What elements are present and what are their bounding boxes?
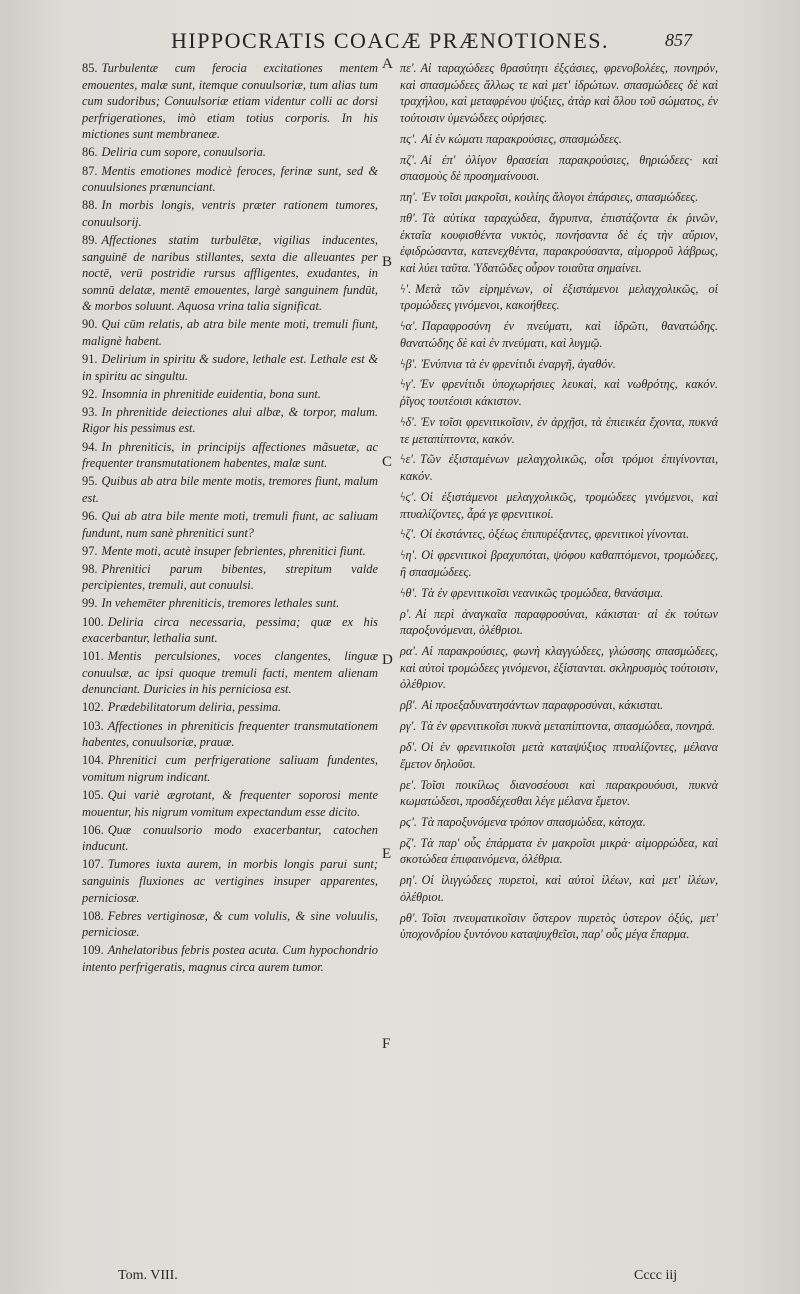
aphorism-number: ϟα'. xyxy=(400,319,418,334)
aphorism-text: Τὰ παρ' οὖς ἐπάρματα ἐν μακροῖσι μικρὰ· αἱμορρώδεα, καὶ σκοτώδεα ἐπιφαινόμενα, ὀλέθρια. xyxy=(400,835,718,867)
greek-aphorism xyxy=(400,835,718,868)
aphorism-text: Μετὰ τῶν εἰρημένων, οἱ ἐξιστάμενοι μελαγχολικῶς, οἱ τρομώδεες γινόμενοι, κακοήθεες. xyxy=(400,281,718,313)
aphorism-text: Αἱ περὶ ἀναγκαῖα παραφροσύναι, κάκισται· αἱ ἐκ τούτων παροξυνόμεναι, ὀλέθριοι. xyxy=(400,606,718,638)
aphorism-number: 96. xyxy=(82,508,98,523)
aphorism-number: ργ'. xyxy=(400,719,417,734)
greek-aphorism xyxy=(400,210,718,276)
greek-aphorism xyxy=(400,489,718,522)
latin-aphorism xyxy=(82,699,378,716)
margin-letter-b: B xyxy=(382,254,393,270)
aphorism-number: ϟβ'. xyxy=(400,356,418,371)
latin-aphorism xyxy=(82,787,378,820)
aphorism-number: ρβ'. xyxy=(400,698,418,713)
aphorism-text: Mentis emotiones modicè feroces, ferinæ sunt, sed & conuulsiones prænunciant. xyxy=(82,163,378,195)
page-number: 857 xyxy=(665,30,692,50)
latin-aphorism xyxy=(82,942,378,975)
greek-aphorism xyxy=(400,872,718,905)
aphorism-number: 88. xyxy=(82,198,98,213)
aphorism-text: Deliria cum sopore, conuulsoria. xyxy=(101,145,266,160)
aphorism-text: Phrenitici parum bibentes, strepitum valde percipientes, tremuli, aut conuulsi. xyxy=(82,561,378,593)
margin-letter-d: D xyxy=(382,652,393,668)
latin-aphorism xyxy=(82,197,378,230)
aphorism-number: 90. xyxy=(82,317,98,332)
latin-column xyxy=(82,60,378,977)
aphorism-number: 108. xyxy=(82,908,104,923)
latin-aphorism xyxy=(82,351,378,384)
latin-aphorism xyxy=(82,232,378,315)
aphorism-text: Qui variè ægrotant, & frequenter soporosi mente mouentur, his nigrum vomitum expectandum esse dicito. xyxy=(82,787,378,819)
aphorism-number: 86. xyxy=(82,145,98,160)
aphorism-text: Prædebilitatorum deliria, pessima. xyxy=(107,700,282,715)
aphorism-text: In vehemēter phreniticis, tremores lethales sunt. xyxy=(101,596,340,611)
aphorism-number: ρϛ'. xyxy=(400,814,417,829)
latin-aphorism xyxy=(82,561,378,594)
aphorism-number: πε'. xyxy=(400,61,417,75)
greek-aphorism xyxy=(400,526,718,543)
aphorism-number: 92. xyxy=(82,386,98,401)
margin-letter-e: E xyxy=(382,846,392,862)
aphorism-text: Τῶν ἐξισταμένων μελαγχολικῶς, οἷσι τρόμοι ἐπιγίνονται, κακόν. xyxy=(400,452,718,484)
greek-aphorism xyxy=(400,152,718,185)
aphorism-text: Οἱ ἰλιγγώδεες πυρετοὶ, καὶ αὐτοὶ ἰλέων, καὶ μετ' ἰλέων, ὀλέθριοι. xyxy=(400,873,718,904)
aphorism-text: Αἱ παρακρούσιες, φωνὴ κλαγγώδεες, γλώσσης σπασμώδεες, καὶ αὐτοὶ τρομώδεες γινόμενοι, ἐξίστανται. σκληρυσμὸς τούτοισιν, ὀλέθριον. xyxy=(400,644,718,692)
signature-mark: Cccc iij xyxy=(634,1268,678,1283)
aphorism-text: Qui cūm relatis, ab atra bile mente moti, tremuli fiunt, malignè habent. xyxy=(82,317,378,348)
aphorism-number: ϟγ'. xyxy=(400,377,416,392)
aphorism-number: 89. xyxy=(82,232,98,247)
aphorism-number: ϟζ'. xyxy=(400,527,417,542)
aphorism-text: Τοῖσι ποικίλως διανοσέουσι καὶ παρακρουόυσι, πυκνὰ κωματώδεσι, προσδέχεσθαι λέγε μέλανα ἔμετον. xyxy=(400,777,718,809)
aphorism-text: Mente moti, acutè insuper febrientes, phrenitici fiunt. xyxy=(101,543,366,558)
latin-aphorism xyxy=(82,822,378,855)
aphorism-text: Ἐνύπνια τὰ ἐν φρενίτιδι ἐναργῆ, ἀγαθόν. xyxy=(421,356,616,371)
aphorism-text: Deliria circa necessaria, pessima; quæ ex his exacerbantur, lethalia sunt. xyxy=(82,614,378,646)
latin-aphorism xyxy=(82,718,378,751)
latin-aphorism xyxy=(82,614,378,647)
latin-aphorism xyxy=(82,856,378,906)
greek-column xyxy=(400,60,718,947)
aphorism-number: ϟη'. xyxy=(400,548,418,563)
greek-aphorism xyxy=(400,643,718,693)
aphorism-text: Ἐν φρενίτιδι ὑποχωρήσιες λευκαὶ, καὶ νωθρότης, κακόν. ῥῖγος τουτέοισι κάκιστον. xyxy=(400,377,718,409)
aphorism-number: 105. xyxy=(82,787,104,802)
aphorism-number: ρ'. xyxy=(400,606,412,621)
aphorism-number: ϟ'. xyxy=(400,281,412,296)
aphorism-number: 91. xyxy=(82,352,98,367)
aphorism-text: Οἱ φρενιτικοὶ βραχυπόται, ψόφου καθαπτόμενοι, τρομώδεες, ἢ σπασμώδεες. xyxy=(400,548,718,579)
greek-aphorism xyxy=(400,910,718,943)
aphorism-number: πϛ'. xyxy=(400,131,418,146)
aphorism-number: 100. xyxy=(82,614,104,629)
margin-letter-a: A xyxy=(382,56,393,72)
aphorism-text: Οἱ ἐκστάντες, ὀξέως ἐπιπυρέξαντες, φρενιτικοὶ γίνονται. xyxy=(420,527,690,542)
aphorism-number: 93. xyxy=(82,404,98,419)
latin-aphorism xyxy=(82,752,378,785)
aphorism-text: Febres vertiginosæ, & cum volulis, & sine voluulis, perniciosæ. xyxy=(82,908,378,940)
aphorism-text: Οἱ ἐξιστάμενοι μελαγχολικῶς, τρομώδεες γινόμενοι, καὶ πτυαλίζοντες, ἆρά γε φρενιτικοί. xyxy=(400,489,718,521)
latin-aphorism xyxy=(82,508,378,541)
aphorism-text: Affectiones statim turbulētæ, vigilias inducentes, sanguinē de naribus stillantes, sexta die alleuantes per noctē, verū postridie rursus affligentes, exudantes, in somnū delatæ, mentē emouentes, largè sanguinem fundūt, & morbos soluunt. Aquosa vrina talia significat. xyxy=(82,232,378,314)
aphorism-number: πθ'. xyxy=(400,210,418,225)
aphorism-number: 95. xyxy=(82,474,98,489)
aphorism-number: 94. xyxy=(82,439,98,454)
aphorism-text: Αἱ ταραχώδεες θρασύτητι ἐξϛάσιες, φρενοβολέες, πονηρόν, καὶ σπασμώδεες ἄλλως τε καὶ μετ' ἱδρώτων. σπασμώδεες δὲ καὶ τραχήλου, καὶ μεταφρένου ψύξιες, ἀτὰρ καὶ ὅλου τοῦ σώματος, ἐν τούτοισιν ὑμενώδεες οὐρήσιες. xyxy=(400,61,718,125)
greek-aphorism xyxy=(400,356,718,373)
aphorism-number: 97. xyxy=(82,543,98,558)
latin-aphorism xyxy=(82,908,378,941)
aphorism-text: Ἐν τοῖσι μακροῖσι, κοιλίης ἄλογοι ἐπάρσιες, σπασμώδεες. xyxy=(421,190,699,205)
greek-aphorism xyxy=(400,414,718,447)
aphorism-text: Ἐν τοῖσι φρενιτικοῖσιν, ἐν ἀρχῇσι, τὰ ἐπιεικέα ἔχοντα, πυκνά τε μεταπίπτοντα, κακόν. xyxy=(400,414,718,446)
greek-aphorism xyxy=(400,606,718,639)
aphorism-number: 98. xyxy=(82,561,98,576)
latin-aphorism xyxy=(82,60,378,143)
volume-label: Tom. VIII. xyxy=(118,1268,178,1283)
greek-aphorism xyxy=(400,718,718,735)
aphorism-number: 107. xyxy=(82,857,104,872)
margin-letter-f: F xyxy=(382,1036,391,1052)
latin-aphorism xyxy=(82,543,378,560)
latin-aphorism xyxy=(82,473,378,506)
aphorism-text: Quæ conuulsorio modo exacerbantur, catochen inducunt. xyxy=(82,822,378,854)
aphorism-text: Τοῖσι πνευματικοῖσιν ὕστερον πυρετὸς ὑστερον ὀξύς, μετ' ὑποχονδρίου ξυντόνου καταψυχθεῖσι, παρ' οὖς μέγα ἔπαρμα. xyxy=(400,910,718,942)
greek-aphorism xyxy=(400,189,718,206)
aphorism-number: ϟϛ'. xyxy=(400,489,417,504)
aphorism-text: Tumores iuxta aurem, in morbis longis parui sunt; sanguinis fluxiones ac vertigines insuper apparentes, perniciosæ. xyxy=(82,857,378,905)
latin-aphorism xyxy=(82,404,378,437)
aphorism-text: Τὰ αὐτίκα ταραχώδεα, ἄγρυπνα, ἐπιστάζοντα ἐκ ῥινῶν, ἑκταῖα κουφισθέντα νυκτὸς, πονήσαντα δὲ ἐς τὴν αὔριον, ἐφιδρώσαντα, κατενεχθέντα, παρακρούσαντα, αἱμορροῦ λάβρως, καὶ λύει ταῦτα. Ὑδατῶδες οὖρον τοιαῦτα σημαίνει. xyxy=(400,210,718,275)
aphorism-number: πζ'. xyxy=(400,152,417,167)
aphorism-text: Mentis perculsiones, voces clangentes, linguæ conuulsæ, ac ipsi quoque tremuli facti, mentem alienam denunciant. Duricies in his perniciosa est. xyxy=(82,649,378,697)
aphorism-text: Quibus ab atra bile mente motis, tremores fiunt, malum est. xyxy=(82,474,378,505)
margin-letter-c: C xyxy=(382,454,393,470)
aphorism-number: ϟθ'. xyxy=(400,585,418,600)
aphorism-number: ρθ'. xyxy=(400,910,418,925)
aphorism-number: ϟε'. xyxy=(400,452,416,467)
aphorism-text: Αἱ ἐπ' ὀλίγον θρασείαι παρακρούσιες, θηριώδεες· καὶ σπασμοὺς δὲ προσημαίνουσι. xyxy=(400,152,718,184)
aphorism-number: 101. xyxy=(82,649,104,664)
aphorism-text: In phreniticis, in principijs affectiones mãsuetæ, ac frequenter transmutationem habentes, malæ sunt. xyxy=(82,439,378,471)
aphorism-text: Τὰ ἐν φρενιτικοῖσι νεανικῶς τρομώδεα, θανάσιμα. xyxy=(421,585,664,600)
aphorism-text: Delirium in spiritu & sudore, lethale est. Lethale est & in spiritu ac singultu. xyxy=(82,352,378,383)
aphorism-number: 87. xyxy=(82,163,98,178)
aphorism-number: 85. xyxy=(82,61,98,75)
greek-aphorism xyxy=(400,585,718,602)
aphorism-number: ρζ'. xyxy=(400,835,417,850)
latin-aphorism xyxy=(82,439,378,472)
running-title: HIPPOCRATIS COACÆ PRÆNOTIONES. xyxy=(170,28,609,53)
aphorism-number: 103. xyxy=(82,718,104,733)
greek-aphorism xyxy=(400,777,718,810)
aphorism-number: 109. xyxy=(82,943,104,958)
latin-aphorism xyxy=(82,163,378,196)
greek-aphorism xyxy=(400,739,718,772)
greek-aphorism xyxy=(400,376,718,409)
aphorism-text: In morbis longis, ventris præter rationem tumores, conuulsorij. xyxy=(82,198,378,229)
greek-aphorism xyxy=(400,451,718,484)
latin-aphorism xyxy=(82,595,378,612)
aphorism-number: 102. xyxy=(82,700,104,715)
greek-aphorism xyxy=(400,60,718,126)
aphorism-number: ϟδ'. xyxy=(400,414,417,429)
aphorism-number: ρδ'. xyxy=(400,740,418,755)
latin-aphorism xyxy=(82,144,378,161)
aphorism-text: Τὰ παροξυνόμενα τρόπον σπασμώδεα, κάτοχα. xyxy=(420,814,646,829)
aphorism-number: ρη'. xyxy=(400,873,418,888)
greek-aphorism xyxy=(400,318,718,351)
latin-aphorism xyxy=(82,648,378,698)
aphorism-text: Qui ab atra bile mente moti, tremuli fiunt, ac saliuam fundunt, num sanè phrenitici sunt? xyxy=(82,508,378,540)
aphorism-number: ρα'. xyxy=(400,644,418,659)
aphorism-text: Αἱ ἐν κώματι παρακρούσιες, σπασμώδεες. xyxy=(421,131,622,146)
greek-aphorism xyxy=(400,131,718,148)
aphorism-text: Οἱ ἐν φρενιτικοῖσι μετὰ καταψύξιος πτυαλίζοντες, μέλανα ἔμετον δηλοῦσι. xyxy=(400,740,718,771)
aphorism-number: ρε'. xyxy=(400,777,417,792)
aphorism-number: 106. xyxy=(82,822,104,837)
aphorism-text: Affectiones in phreniticis frequenter transmutationem habentes, conuulsoriæ, prauæ. xyxy=(82,718,378,750)
aphorism-number: 99. xyxy=(82,596,98,611)
aphorism-text: Turbulentæ cum ferocia excitationes mentem emouentes, malæ sunt, itemque conuulsoriæ, tum alias tum cum sudoribus; Conuulsoriæ etiam videntur colli ac dorsi perfrigerationes, imò etiam totius corporis. In his mictiones sunt membraneæ. xyxy=(82,61,378,142)
greek-aphorism xyxy=(400,281,718,314)
latin-aphorism xyxy=(82,386,378,403)
greek-aphorism xyxy=(400,697,718,714)
aphorism-number: 104. xyxy=(82,753,104,768)
aphorism-number: πη'. xyxy=(400,190,418,205)
latin-aphorism xyxy=(82,316,378,349)
aphorism-text: Αἱ προεξαδυνατησάντων παραφροσύναι, κάκισται. xyxy=(421,698,664,713)
aphorism-text: Phrenitici cum perfrigeratione saliuam fundentes, vomitum nigrum indicant. xyxy=(82,753,378,784)
greek-aphorism xyxy=(400,547,718,580)
greek-aphorism xyxy=(400,814,718,831)
aphorism-text: Παραφροσύνη ἐν πνεύματι, καὶ ἱδρῶτι, θανατώδης. θανατώδης δὲ καὶ ἐν πνεύματι, καὶ λυγμῷ. xyxy=(400,319,718,350)
aphorism-text: Insomnia in phrenitide euidentia, bona sunt. xyxy=(101,386,321,401)
aphorism-text: In phrenitide deiectiones alui albæ, & torpor, malum. Rigor his pessimus est. xyxy=(82,404,378,436)
aphorism-text: Τὰ ἐν φρενιτικοῖσι πυκνὰ μεταπίπτοντα, σπασμώδεα, πονηρά. xyxy=(420,719,715,734)
aphorism-text: Anhelatoribus febris postea acuta. Cum hypochondrio intento perfrigeratis, magnus circa aurem tumor. xyxy=(82,943,378,974)
